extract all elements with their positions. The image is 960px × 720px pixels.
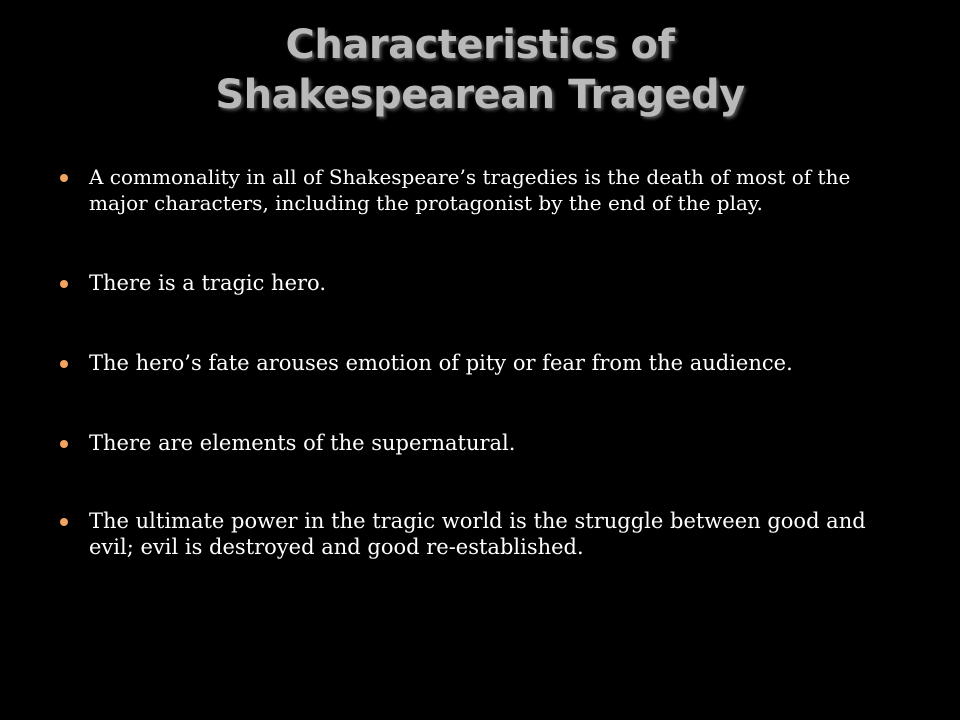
bullet-list — [60, 164, 910, 560]
bullet-dot-icon — [60, 174, 68, 182]
bullet-text: There is a tragic hero. — [89, 271, 326, 295]
bullet-item — [60, 350, 910, 376]
bullet-dot-icon — [60, 440, 68, 448]
bullet-item — [60, 164, 910, 216]
bullet-text: A commonality in all of Shakespeare’s tragedies is the death of most of the major characters, including the protagonist by the end of the play. — [89, 165, 851, 215]
title-line-2: Shakespearean Tragedy — [215, 72, 745, 118]
bullet-item — [60, 508, 910, 560]
bullet-text: The ultimate power in the tragic world is the struggle between good and evil; evil is destroyed and good re-established. — [89, 509, 866, 559]
bullet-item — [60, 430, 910, 456]
slide-title — [0, 20, 960, 120]
bullet-dot-icon — [60, 360, 68, 368]
bullet-dot-icon — [60, 280, 68, 288]
bullet-text: The hero’s fate arouses emotion of pity or fear from the audience. — [89, 351, 793, 375]
title-line-1: Characteristics of — [285, 22, 675, 68]
bullet-item — [60, 270, 910, 296]
bullet-text: There are elements of the supernatural. — [89, 431, 516, 455]
bullet-dot-icon — [60, 518, 68, 526]
